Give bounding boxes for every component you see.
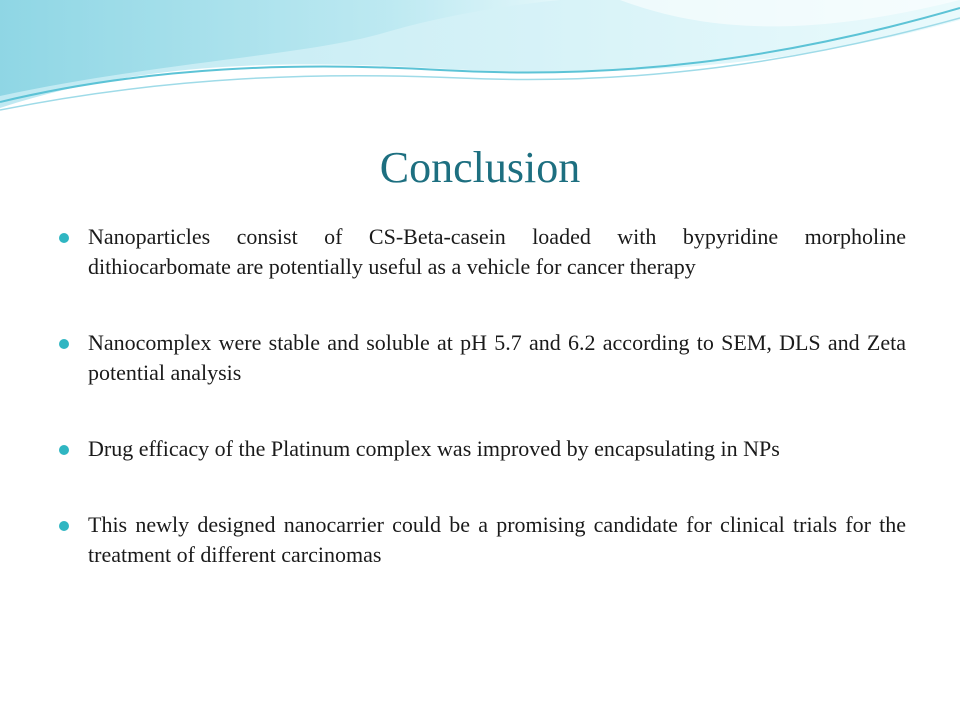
bullet-marker-icon — [59, 445, 69, 455]
bullet-item — [58, 434, 906, 464]
bullet-text: This newly designed nanocarrier could be a promising candidate for clinical trials for the treatment of different carcinomas — [88, 512, 906, 567]
bullet-marker-icon — [59, 339, 69, 349]
bullet-text: Nanocomplex were stable and soluble at pH 5.7 and 6.2 according to SEM, DLS and Zeta potential analysis — [88, 330, 906, 385]
bullet-marker-icon — [59, 233, 69, 243]
bullet-text: Nanoparticles consist of CS-Beta-casein loaded with bypyridine morpholine dithiocarbomate are potentially useful as a vehicle for cancer therapy — [88, 224, 906, 279]
bullet-item — [58, 222, 906, 282]
header-wave-decoration — [0, 0, 960, 120]
bullet-list — [58, 222, 906, 570]
bullet-item — [58, 510, 906, 570]
slide-title: Conclusion — [379, 143, 581, 192]
bullet-marker-icon — [59, 521, 69, 531]
bullet-item — [58, 328, 906, 388]
bullet-text: Drug efficacy of the Platinum complex was improved by encapsulating in NPs — [88, 436, 780, 461]
